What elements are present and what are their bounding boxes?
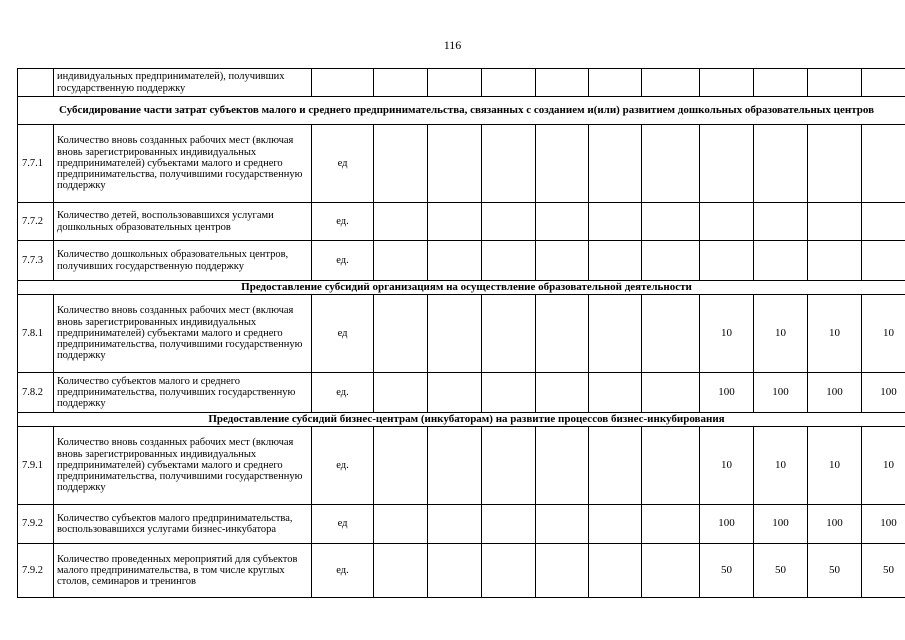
value-cell: 50 — [700, 544, 754, 598]
value-cell — [536, 295, 589, 373]
value-cell — [589, 241, 642, 281]
table-row — [18, 241, 905, 281]
value-cell — [536, 203, 589, 241]
value-cell — [536, 69, 589, 97]
table-row — [18, 125, 905, 203]
value-cell: 100 — [700, 505, 754, 544]
value-cell — [482, 505, 536, 544]
value-cell — [642, 505, 700, 544]
value-cell — [428, 544, 482, 598]
unit-cell: ед. — [312, 203, 374, 241]
value-cell — [374, 241, 428, 281]
value-cell — [482, 544, 536, 598]
unit-cell: ед. — [312, 241, 374, 281]
value-cell — [374, 203, 428, 241]
value-cell: 100 — [754, 373, 808, 413]
value-cell — [642, 125, 700, 203]
value-cell — [642, 295, 700, 373]
row-number — [18, 69, 54, 97]
value-cell — [428, 241, 482, 281]
value-cell — [589, 427, 642, 505]
unit-cell: ед. — [312, 373, 374, 413]
value-cell — [589, 505, 642, 544]
value-cell: 100 — [754, 505, 808, 544]
unit-cell — [312, 69, 374, 97]
value-cell: 50 — [862, 544, 905, 598]
row-number: 7.8.1 — [18, 295, 54, 373]
value-cell — [700, 241, 754, 281]
value-cell — [482, 69, 536, 97]
value-cell — [482, 125, 536, 203]
section-header-row — [18, 97, 905, 125]
value-cell — [589, 203, 642, 241]
value-cell — [374, 427, 428, 505]
value-cell — [428, 373, 482, 413]
value-cell — [642, 427, 700, 505]
row-number: 7.7.2 — [18, 203, 54, 241]
page-number: 116 — [443, 38, 462, 52]
indicator-name: Количество дошкольных образовательных центров, получивших государственную поддержку — [54, 241, 312, 281]
table-row — [18, 544, 905, 598]
value-cell: 100 — [808, 373, 862, 413]
value-cell — [589, 125, 642, 203]
value-cell — [642, 203, 700, 241]
row-number: 7.9.2 — [18, 544, 54, 598]
unit-cell: ед. — [312, 427, 374, 505]
value-cell — [428, 125, 482, 203]
value-cell — [428, 505, 482, 544]
value-cell — [642, 373, 700, 413]
value-cell — [862, 203, 905, 241]
value-cell: 10 — [700, 427, 754, 505]
value-cell — [642, 69, 700, 97]
value-cell: 10 — [862, 427, 905, 505]
table-row — [18, 373, 905, 413]
value-cell: 10 — [754, 427, 808, 505]
section-header-row — [18, 281, 905, 295]
row-number: 7.8.2 — [18, 373, 54, 413]
unit-cell: ед — [312, 295, 374, 373]
row-number: 7.7.3 — [18, 241, 54, 281]
value-cell — [808, 203, 862, 241]
value-cell: 10 — [808, 427, 862, 505]
table-row — [18, 69, 905, 97]
table-row — [18, 295, 905, 373]
value-cell — [700, 69, 754, 97]
value-cell: 10 — [700, 295, 754, 373]
value-cell: 100 — [862, 373, 905, 413]
value-cell — [536, 373, 589, 413]
value-cell — [754, 203, 808, 241]
unit-cell: ед. — [312, 544, 374, 598]
value-cell — [862, 125, 905, 203]
table-row — [18, 203, 905, 241]
value-cell — [642, 544, 700, 598]
table-row — [18, 427, 905, 505]
value-cell — [374, 544, 428, 598]
value-cell — [589, 69, 642, 97]
indicator-name: Количество субъектов малого и среднего предпринимательства, получивших государственную поддержку — [54, 373, 312, 413]
indicator-name: Количество проведенных мероприятий для субъектов малого предпринимательства, в том числе круглых столов, семинаров и тренингов — [54, 544, 312, 598]
value-cell: 10 — [862, 295, 905, 373]
section-header-row — [18, 413, 905, 427]
value-cell — [589, 544, 642, 598]
value-cell: 10 — [754, 295, 808, 373]
value-cell — [700, 203, 754, 241]
section-title: Предоставление субсидий бизнес-центрам (инкубаторам) на развитие процессов бизнес-инкубирования — [18, 413, 905, 427]
value-cell — [536, 505, 589, 544]
value-cell: 100 — [808, 505, 862, 544]
section-title: Субсидирование части затрат субъектов малого и среднего предпринимательства, связанных с созданием и(или) развитием дошкольных образовательных центров — [18, 97, 905, 125]
value-cell — [428, 69, 482, 97]
value-cell — [536, 427, 589, 505]
table-row — [18, 505, 905, 544]
value-cell — [754, 69, 808, 97]
value-cell — [428, 427, 482, 505]
value-cell — [482, 241, 536, 281]
value-cell: 50 — [808, 544, 862, 598]
value-cell — [482, 373, 536, 413]
value-cell — [862, 69, 905, 97]
value-cell — [754, 241, 808, 281]
indicator-name: Количество детей, воспользовавшихся услугами дошкольных образовательных центров — [54, 203, 312, 241]
value-cell — [808, 241, 862, 281]
value-cell — [862, 241, 905, 281]
row-number: 7.7.1 — [18, 125, 54, 203]
unit-cell: ед — [312, 505, 374, 544]
value-cell — [374, 69, 428, 97]
value-cell — [482, 427, 536, 505]
value-cell — [536, 241, 589, 281]
value-cell — [374, 295, 428, 373]
value-cell — [589, 373, 642, 413]
value-cell — [754, 125, 808, 203]
value-cell — [482, 295, 536, 373]
value-cell: 50 — [754, 544, 808, 598]
value-cell — [536, 544, 589, 598]
unit-cell: ед — [312, 125, 374, 203]
value-cell — [589, 295, 642, 373]
indicator-name: Количество субъектов малого предпринимательства, воспользовавшихся услугами бизнес-инкубатора — [54, 505, 312, 544]
indicator-name: Количество вновь созданных рабочих мест (включая вновь зарегистрированных индивидуальных предпринимателей) субъектами малого и среднего предпринимательства, получившими государственную поддержку — [54, 427, 312, 505]
row-number: 7.9.1 — [18, 427, 54, 505]
value-cell — [808, 125, 862, 203]
value-cell — [428, 203, 482, 241]
value-cell: 10 — [808, 295, 862, 373]
section-title: Предоставление субсидий организациям на осуществление образовательной деятельности — [18, 281, 905, 295]
indicator-name: Количество вновь созданных рабочих мест (включая вновь зарегистрированных индивидуальных предпринимателей) субъектами малого и среднего предпринимательства, получившими государственную поддержку — [54, 125, 312, 203]
value-cell — [374, 505, 428, 544]
value-cell — [536, 125, 589, 203]
value-cell — [374, 125, 428, 203]
value-cell — [808, 69, 862, 97]
indicator-name: индивидуальных предпринимателей), получивших государственную поддержку — [54, 69, 312, 97]
value-cell: 100 — [862, 505, 905, 544]
value-cell — [642, 241, 700, 281]
value-cell — [374, 373, 428, 413]
value-cell — [482, 203, 536, 241]
indicator-name: Количество вновь созданных рабочих мест (включая вновь зарегистрированных индивидуальных предпринимателей) субъектами малого и среднего предпринимательства, получившими государственную поддержку — [54, 295, 312, 373]
value-cell: 100 — [700, 373, 754, 413]
value-cell — [700, 125, 754, 203]
indicators-table — [17, 68, 905, 598]
row-number: 7.9.2 — [18, 505, 54, 544]
value-cell — [428, 295, 482, 373]
